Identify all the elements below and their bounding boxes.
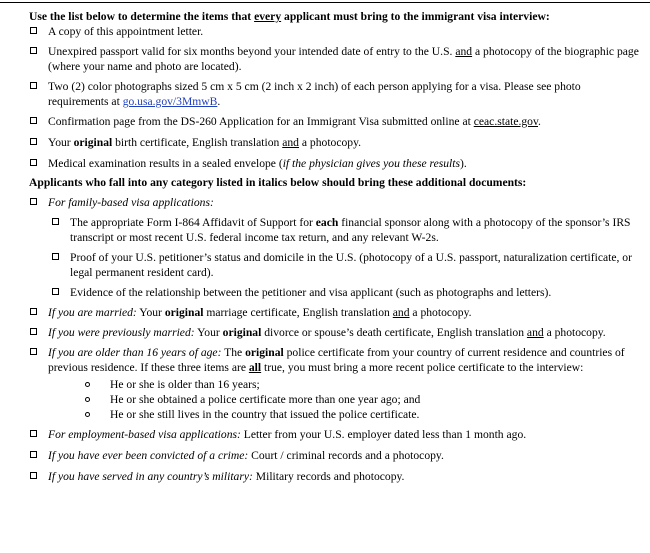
checkbox[interactable] <box>30 27 37 34</box>
checkbox[interactable] <box>30 117 37 124</box>
photo-requirements-link[interactable]: go.usa.gov/3MmwB <box>122 95 218 108</box>
item-text-bold: each <box>315 216 339 229</box>
item-text: . <box>217 95 221 108</box>
item-text-italic: If you were previously married: <box>48 326 195 339</box>
item-i864 <box>51 215 641 245</box>
bullet-text: He or she obtained a police certificate more than one year ago; and <box>110 393 421 406</box>
item-birth-certificate <box>29 135 641 150</box>
item-medical <box>29 156 641 171</box>
item-text-italic: If you have served in any country’s military: <box>48 470 253 483</box>
item-text: Your <box>136 306 165 319</box>
item-text: true, you must bring a more recent police certificate to the interview: <box>261 361 584 374</box>
item-text-underlined: and <box>455 45 473 58</box>
item-text: Unexpired passport valid for six months beyond your intended date of entry to the U.S. <box>48 45 456 58</box>
checklist <box>29 9 641 484</box>
checkbox[interactable] <box>52 288 59 295</box>
item-text-underlined: and <box>392 306 410 319</box>
item-text: The <box>221 346 246 359</box>
heading-every-applicant <box>29 9 641 24</box>
bullet-circle <box>85 397 90 402</box>
item-text: Evidence of the relationship between the petitioner and visa applicant (such as photographs and letters). <box>70 286 552 299</box>
item-text-bold: original <box>245 346 284 359</box>
item-text-bold: original <box>73 136 113 149</box>
item-text-bold: original <box>222 326 262 339</box>
bullet-text: He or she still lives in the country that issued the police certificate. <box>110 408 420 421</box>
item-family-based <box>29 195 641 210</box>
item-text: . <box>538 115 541 128</box>
police-bullet-1 <box>29 377 641 392</box>
item-text: Letter from your U.S. employer dated less than 1 month ago. <box>240 428 527 441</box>
item-military <box>29 469 641 484</box>
heading-text-end: applicant must bring to the immigrant visa interview: <box>281 10 550 23</box>
checkbox[interactable] <box>30 47 37 54</box>
checkbox[interactable] <box>30 328 37 335</box>
ceac-link[interactable]: ceac.state.gov <box>473 115 538 128</box>
item-previously-married <box>29 325 641 340</box>
item-text: Proof of your U.S. petitioner’s status and domicile in the U.S. (photocopy of a U.S. passport, naturalization certificate, or legal permanent resident card). <box>70 251 632 279</box>
checkbox[interactable] <box>30 472 37 479</box>
item-text: Medical examination results in a sealed envelope ( <box>48 157 283 170</box>
item-text: Confirmation page from the DS-260 Application for an Immigrant Visa submitted online at <box>48 115 474 128</box>
bullet-text: He or she is older than 16 years; <box>110 378 260 391</box>
item-text-italic: If you have ever been convicted of a crime: <box>48 449 249 462</box>
heading-additional-documents: Applicants who fall into any category listed in italics below should bring these additional documents: <box>29 176 527 189</box>
bullet-circle <box>85 382 90 387</box>
item-text: financial sponsor along with a photocopy of the sponsor’s IRS transcript or most recent U.S. federal income tax return, and any relevant W-2s. <box>70 216 631 244</box>
item-text-italic: For family-based visa applications: <box>48 196 214 209</box>
item-text-bold: original <box>164 306 204 319</box>
checkbox[interactable] <box>30 430 37 437</box>
item-text: Two (2) color photographs sized 5 cm x 5 cm (2 inch x 2 inch) of each person applying for a visa. Please see photo requirements at <box>48 80 581 108</box>
item-text: a photocopy of the biographic page (where your name and photo are located). <box>48 45 639 73</box>
item-text-italic: If you are older than 16 years of age: <box>48 346 222 359</box>
checkbox[interactable] <box>52 218 59 225</box>
item-appointment-letter <box>29 24 641 39</box>
item-relationship-evidence <box>51 285 641 300</box>
item-text: Court / criminal records and a photocopy. <box>248 449 444 462</box>
item-text: A copy of this appointment letter. <box>48 25 204 38</box>
item-ds260 <box>29 114 641 129</box>
checkbox[interactable] <box>30 198 37 205</box>
item-photographs <box>29 79 641 109</box>
item-text-bold-underlined: all <box>248 361 262 374</box>
item-police-certificate <box>29 345 641 375</box>
item-text-italic: If you are married: <box>48 306 137 319</box>
item-text: a photocopy. <box>409 306 472 319</box>
item-text: a photocopy. <box>298 136 362 149</box>
top-divider <box>0 2 650 3</box>
checkbox[interactable] <box>30 451 37 458</box>
item-passport <box>29 44 641 74</box>
heading-emphasis: every <box>254 10 282 23</box>
item-employment-based <box>29 427 641 442</box>
checkbox[interactable] <box>30 308 37 315</box>
item-text: birth certificate, English translation <box>112 136 283 149</box>
item-text-underlined: and <box>526 326 544 339</box>
item-text: marriage certificate, English translation <box>203 306 393 319</box>
heading-text: Use the list below to determine the items that <box>29 10 255 23</box>
checkbox[interactable] <box>30 348 37 355</box>
item-petitioner-status <box>51 250 641 280</box>
item-text: The appropriate Form I-864 Affidavit of Support for <box>70 216 316 229</box>
checkbox[interactable] <box>30 138 37 145</box>
item-text-underlined: and <box>282 136 299 149</box>
item-text: divorce or spouse’s death certificate, English translation <box>261 326 527 339</box>
item-married <box>29 305 641 320</box>
item-text: Your <box>48 136 74 149</box>
item-text: a photocopy. <box>543 326 606 339</box>
item-convicted <box>29 448 641 463</box>
item-text-italic: if the physician gives you these results <box>282 157 461 170</box>
police-bullet-2 <box>29 392 641 407</box>
bullet-circle <box>85 412 90 417</box>
item-text: Military records and photocopy. <box>252 470 405 483</box>
police-bullet-3 <box>29 407 641 422</box>
item-text: Your <box>194 326 223 339</box>
checkbox[interactable] <box>30 159 37 166</box>
item-text: ). <box>460 157 467 170</box>
checkbox[interactable] <box>30 82 37 89</box>
item-text: police certificate from your country of current residence and countries of previous residence. If these three items are <box>48 346 625 374</box>
checkbox[interactable] <box>52 253 59 260</box>
item-text-italic: For employment-based visa applications: <box>48 428 241 441</box>
